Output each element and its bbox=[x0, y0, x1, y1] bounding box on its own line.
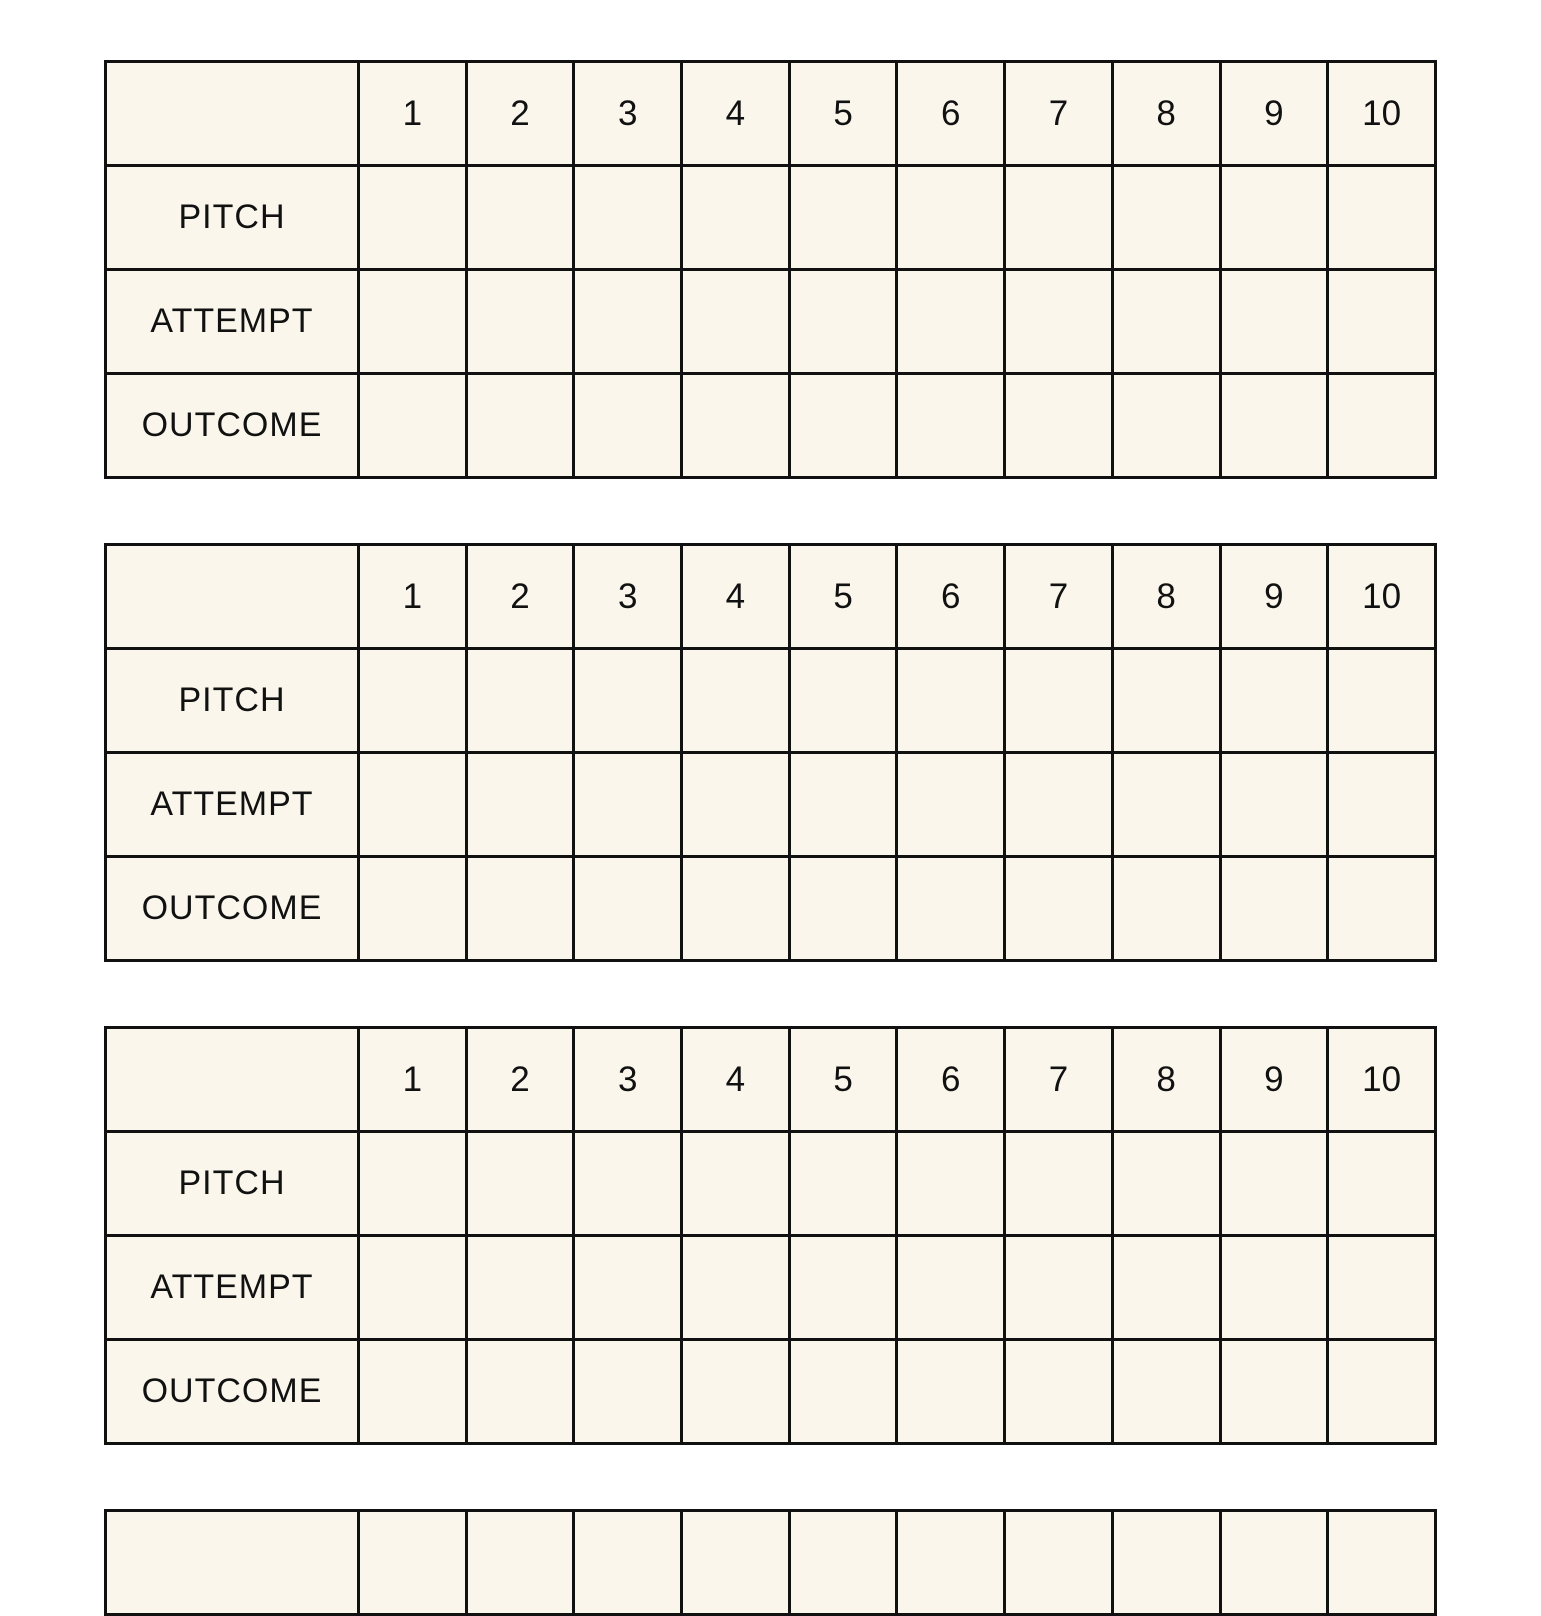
attempt-cell-1[interactable] bbox=[359, 270, 467, 374]
attempt-label: ATTEMPT bbox=[106, 1236, 359, 1340]
pitch-cell-6[interactable] bbox=[897, 1132, 1005, 1236]
pitch-cell-2[interactable] bbox=[466, 649, 574, 753]
outcome-cell-9[interactable] bbox=[1220, 857, 1328, 961]
tracking-table-4 bbox=[104, 1509, 1437, 1616]
pitch-cell-10[interactable] bbox=[1328, 649, 1436, 753]
outcome-row bbox=[106, 857, 1436, 961]
attempt-row bbox=[106, 1236, 1436, 1340]
column-number-4: 4 bbox=[682, 1028, 790, 1132]
pitch-cell-1[interactable] bbox=[359, 166, 467, 270]
attempt-cell-6[interactable] bbox=[897, 270, 1005, 374]
pitch-cell-4[interactable] bbox=[682, 1132, 790, 1236]
column-number-6: 6 bbox=[897, 545, 1005, 649]
column-number-3 bbox=[574, 1511, 682, 1615]
attempt-row bbox=[106, 753, 1436, 857]
column-number-5: 5 bbox=[789, 1028, 897, 1132]
attempt-cell-6[interactable] bbox=[897, 753, 1005, 857]
attempt-cell-9[interactable] bbox=[1220, 270, 1328, 374]
pitch-row bbox=[106, 1132, 1436, 1236]
attempt-cell-1[interactable] bbox=[359, 753, 467, 857]
attempt-label: ATTEMPT bbox=[106, 270, 359, 374]
tracking-table-1 bbox=[104, 60, 1437, 479]
outcome-cell-4[interactable] bbox=[682, 1340, 790, 1444]
pitch-cell-4[interactable] bbox=[682, 649, 790, 753]
column-number-4: 4 bbox=[682, 545, 790, 649]
outcome-cell-6[interactable] bbox=[897, 857, 1005, 961]
outcome-cell-3[interactable] bbox=[574, 857, 682, 961]
outcome-cell-2[interactable] bbox=[466, 1340, 574, 1444]
header-corner-cell bbox=[106, 1511, 359, 1615]
column-number-2 bbox=[466, 1511, 574, 1615]
attempt-cell-2[interactable] bbox=[466, 753, 574, 857]
tracking-table-2 bbox=[104, 543, 1437, 962]
pitch-cell-9[interactable] bbox=[1220, 1132, 1328, 1236]
column-number-2: 2 bbox=[466, 1028, 574, 1132]
column-number-3: 3 bbox=[574, 545, 682, 649]
column-number-3: 3 bbox=[574, 1028, 682, 1132]
attempt-cell-4[interactable] bbox=[682, 753, 790, 857]
header-row bbox=[106, 545, 1436, 649]
attempt-cell-4[interactable] bbox=[682, 1236, 790, 1340]
column-number-2: 2 bbox=[466, 545, 574, 649]
attempt-cell-3[interactable] bbox=[574, 753, 682, 857]
pitch-label: PITCH bbox=[106, 1132, 359, 1236]
column-number-10: 10 bbox=[1328, 62, 1436, 166]
column-number-7 bbox=[1005, 1511, 1113, 1615]
attempt-cell-7[interactable] bbox=[1005, 270, 1113, 374]
column-number-8: 8 bbox=[1112, 545, 1220, 649]
outcome-label: OUTCOME bbox=[106, 857, 359, 961]
outcome-cell-7[interactable] bbox=[1005, 1340, 1113, 1444]
outcome-cell-8[interactable] bbox=[1112, 1340, 1220, 1444]
column-number-10: 10 bbox=[1328, 1028, 1436, 1132]
outcome-cell-6[interactable] bbox=[897, 374, 1005, 478]
column-number-1: 1 bbox=[359, 62, 467, 166]
outcome-cell-1[interactable] bbox=[359, 857, 467, 961]
pitch-cell-6[interactable] bbox=[897, 649, 1005, 753]
attempt-cell-6[interactable] bbox=[897, 1236, 1005, 1340]
header-corner-cell bbox=[106, 62, 359, 166]
pitch-cell-8[interactable] bbox=[1112, 649, 1220, 753]
attempt-cell-9[interactable] bbox=[1220, 1236, 1328, 1340]
attempt-label: ATTEMPT bbox=[106, 753, 359, 857]
column-number-5 bbox=[789, 1511, 897, 1615]
pitch-cell-5[interactable] bbox=[789, 166, 897, 270]
outcome-cell-9[interactable] bbox=[1220, 374, 1328, 478]
column-number-9 bbox=[1220, 1511, 1328, 1615]
outcome-cell-7[interactable] bbox=[1005, 374, 1113, 478]
pitch-cell-10[interactable] bbox=[1328, 1132, 1436, 1236]
outcome-cell-8[interactable] bbox=[1112, 374, 1220, 478]
pitch-cell-7[interactable] bbox=[1005, 649, 1113, 753]
pitch-cell-2[interactable] bbox=[466, 166, 574, 270]
attempt-cell-8[interactable] bbox=[1112, 1236, 1220, 1340]
attempt-row bbox=[106, 270, 1436, 374]
header-row bbox=[106, 62, 1436, 166]
attempt-cell-5[interactable] bbox=[789, 753, 897, 857]
column-number-9: 9 bbox=[1220, 545, 1328, 649]
column-number-5: 5 bbox=[789, 62, 897, 166]
attempt-cell-7[interactable] bbox=[1005, 753, 1113, 857]
column-number-8 bbox=[1112, 1511, 1220, 1615]
attempt-cell-5[interactable] bbox=[789, 270, 897, 374]
outcome-cell-8[interactable] bbox=[1112, 857, 1220, 961]
pitch-cell-3[interactable] bbox=[574, 1132, 682, 1236]
outcome-cell-9[interactable] bbox=[1220, 1340, 1328, 1444]
outcome-cell-2[interactable] bbox=[466, 374, 574, 478]
pitch-cell-5[interactable] bbox=[789, 649, 897, 753]
header-row bbox=[106, 1028, 1436, 1132]
column-number-9: 9 bbox=[1220, 62, 1328, 166]
pitch-cell-8[interactable] bbox=[1112, 1132, 1220, 1236]
pitch-label: PITCH bbox=[106, 649, 359, 753]
outcome-row bbox=[106, 374, 1436, 478]
header-corner-cell bbox=[106, 545, 359, 649]
column-number-2: 2 bbox=[466, 62, 574, 166]
tracking-table-3 bbox=[104, 1026, 1437, 1445]
pitch-cell-6[interactable] bbox=[897, 166, 1005, 270]
attempt-cell-8[interactable] bbox=[1112, 270, 1220, 374]
pitch-cell-9[interactable] bbox=[1220, 649, 1328, 753]
attempt-cell-8[interactable] bbox=[1112, 753, 1220, 857]
column-number-6: 6 bbox=[897, 1028, 1005, 1132]
column-number-8: 8 bbox=[1112, 62, 1220, 166]
outcome-cell-1[interactable] bbox=[359, 374, 467, 478]
pitch-cell-5[interactable] bbox=[789, 1132, 897, 1236]
column-number-9: 9 bbox=[1220, 1028, 1328, 1132]
column-number-1: 1 bbox=[359, 1028, 467, 1132]
column-number-10 bbox=[1328, 1511, 1436, 1615]
pitch-label: PITCH bbox=[106, 166, 359, 270]
outcome-cell-10[interactable] bbox=[1328, 374, 1436, 478]
attempt-cell-4[interactable] bbox=[682, 270, 790, 374]
pitch-cell-3[interactable] bbox=[574, 166, 682, 270]
outcome-cell-7[interactable] bbox=[1005, 857, 1113, 961]
attempt-cell-3[interactable] bbox=[574, 270, 682, 374]
column-number-3: 3 bbox=[574, 62, 682, 166]
outcome-cell-5[interactable] bbox=[789, 374, 897, 478]
attempt-cell-2[interactable] bbox=[466, 270, 574, 374]
header-corner-cell bbox=[106, 1028, 359, 1132]
column-number-6 bbox=[897, 1511, 1005, 1615]
pitch-cell-7[interactable] bbox=[1005, 166, 1113, 270]
outcome-cell-4[interactable] bbox=[682, 374, 790, 478]
pitch-cell-2[interactable] bbox=[466, 1132, 574, 1236]
pitch-cell-9[interactable] bbox=[1220, 166, 1328, 270]
attempt-cell-7[interactable] bbox=[1005, 1236, 1113, 1340]
pitch-cell-1[interactable] bbox=[359, 1132, 467, 1236]
outcome-cell-2[interactable] bbox=[466, 857, 574, 961]
pitch-cell-4[interactable] bbox=[682, 166, 790, 270]
attempt-cell-10[interactable] bbox=[1328, 270, 1436, 374]
outcome-cell-1[interactable] bbox=[359, 1340, 467, 1444]
outcome-cell-5[interactable] bbox=[789, 1340, 897, 1444]
pitch-cell-7[interactable] bbox=[1005, 1132, 1113, 1236]
outcome-cell-3[interactable] bbox=[574, 1340, 682, 1444]
outcome-cell-4[interactable] bbox=[682, 857, 790, 961]
pitch-cell-8[interactable] bbox=[1112, 166, 1220, 270]
column-number-4 bbox=[682, 1511, 790, 1615]
outcome-cell-6[interactable] bbox=[897, 1340, 1005, 1444]
outcome-cell-10[interactable] bbox=[1328, 1340, 1436, 1444]
column-number-7: 7 bbox=[1005, 1028, 1113, 1132]
column-number-7: 7 bbox=[1005, 545, 1113, 649]
outcome-label: OUTCOME bbox=[106, 1340, 359, 1444]
attempt-cell-3[interactable] bbox=[574, 1236, 682, 1340]
attempt-cell-10[interactable] bbox=[1328, 1236, 1436, 1340]
outcome-cell-3[interactable] bbox=[574, 374, 682, 478]
column-number-1 bbox=[359, 1511, 467, 1615]
outcome-row bbox=[106, 1340, 1436, 1444]
pitch-row bbox=[106, 649, 1436, 753]
pitch-cell-3[interactable] bbox=[574, 649, 682, 753]
outcome-cell-10[interactable] bbox=[1328, 857, 1436, 961]
column-number-10: 10 bbox=[1328, 545, 1436, 649]
outcome-cell-5[interactable] bbox=[789, 857, 897, 961]
column-number-6: 6 bbox=[897, 62, 1005, 166]
attempt-cell-1[interactable] bbox=[359, 1236, 467, 1340]
attempt-cell-10[interactable] bbox=[1328, 753, 1436, 857]
outcome-label: OUTCOME bbox=[106, 374, 359, 478]
header-row bbox=[106, 1511, 1436, 1615]
column-number-8: 8 bbox=[1112, 1028, 1220, 1132]
column-number-5: 5 bbox=[789, 545, 897, 649]
attempt-cell-2[interactable] bbox=[466, 1236, 574, 1340]
attempt-cell-9[interactable] bbox=[1220, 753, 1328, 857]
column-number-7: 7 bbox=[1005, 62, 1113, 166]
pitch-cell-10[interactable] bbox=[1328, 166, 1436, 270]
column-number-1: 1 bbox=[359, 545, 467, 649]
pitch-cell-1[interactable] bbox=[359, 649, 467, 753]
pitch-row bbox=[106, 166, 1436, 270]
attempt-cell-5[interactable] bbox=[789, 1236, 897, 1340]
column-number-4: 4 bbox=[682, 62, 790, 166]
